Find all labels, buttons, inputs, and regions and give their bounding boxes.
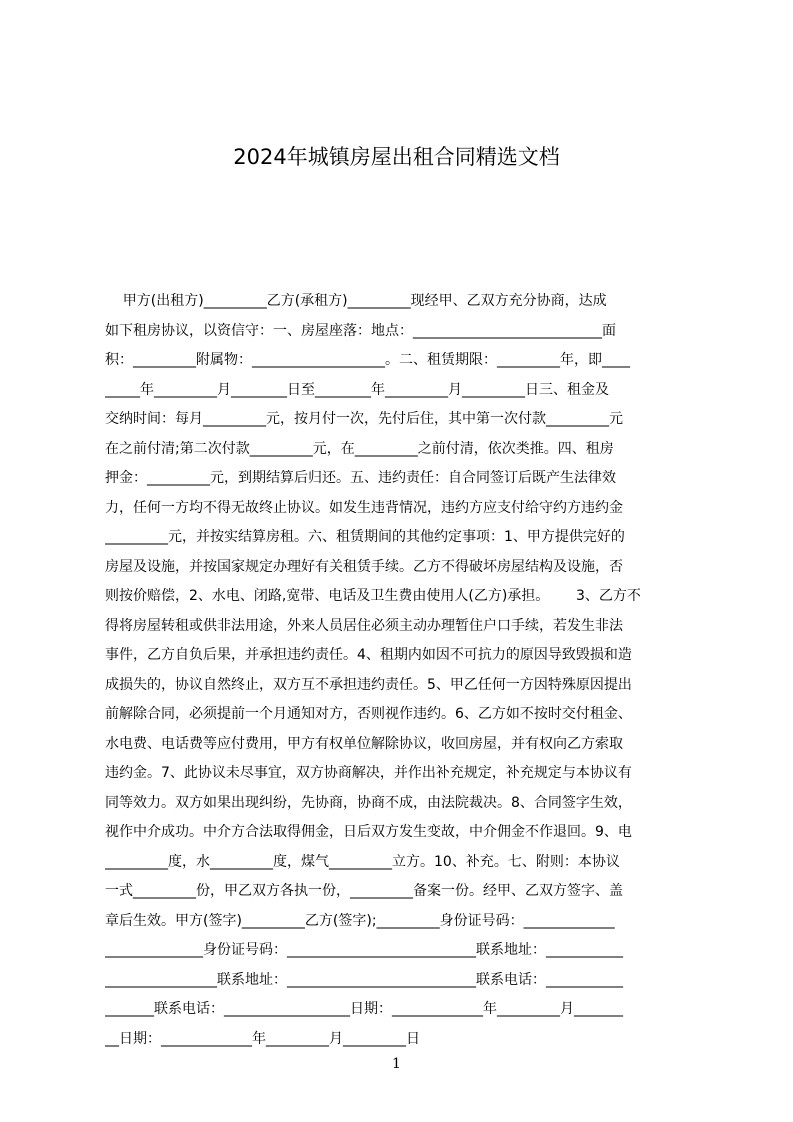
body-line: _________度，水_________度，煤气_________立方。10、补充。七、附则：本协议: [105, 853, 620, 870]
body-line: 在之前付清;第二次付款_________元，在_________之前付清，依次类推。四、租房: [105, 440, 614, 457]
body-line: 事件，乙方自负后果，并承担违约责任。4、租期内如因不可抗力的原因导致毁损和造: [105, 647, 632, 663]
body-line: 前解除合同，必须提前一个月通知对方，否则视作违约。6、乙方如不按时交付租金、: [105, 706, 632, 722]
body-line: 视作中介成功。中介方合法取得佣金，日后双方发生变故，中介佣金不作退回。9、电: [105, 824, 632, 840]
body-line: _________元，并按实结算房租。六、租赁期间的其他约定事项：1、甲方提供完好的: [105, 529, 625, 545]
body-line: 章后生效。甲方(签字)_________乙方(签字);_________身份证号码：_____________: [105, 912, 615, 929]
body-line: _____年_________月________日至________年_________月_________日三、租金及: [105, 381, 609, 398]
body-line: 违约金。7、此协议未尽事宜，双方协商解决，并作出补充规定，补充规定与本协议有: [105, 765, 632, 781]
body-line: 力，任何一方均不得无故终止协议。如发生违背情况，违约方应支付给守约方违约金: [105, 499, 623, 516]
body-line: 甲方(出租方)_________乙方(承租方)_________现经甲、乙双方充分协商，达成: [105, 293, 607, 309]
body-line: 水电费、电话费等应付费用，甲方有权单位解除协议，收回房屋，并有权向乙方索取: [105, 735, 623, 752]
body-line: 交纳时间：每月_________元，按月付一次，先付后住，其中第一次付款_________元: [105, 411, 623, 427]
body-line: 一式_________份，甲乙双方各执一份，_________备案一份。经甲、乙双方签字、盖: [105, 883, 623, 899]
body-line: 积：_________附属物：___________________。二、租赁期限：_________年，即____: [105, 352, 630, 368]
body-line: ________________联系地址：___________________________联系电话：___________: [105, 971, 623, 988]
body-line: 成损失的，协议自然终止，双方互不承担违约责任。5、甲乙任何一方因特殊原因提出: [105, 676, 632, 693]
body-line: 则按价赔偿，2、水电、闭路,宽带、电话及卫生费由使用人(乙方)承担。 3、乙方不: [105, 588, 641, 604]
page-number: 1: [392, 1056, 401, 1072]
body-line: 如下租房协议，以资信守：一、房屋座落：地点：___________________________面: [105, 322, 616, 339]
contract-body: [105, 287, 696, 1054]
body-line: 押金：_________元，到期结算后归还。五、违约责任：自合同签订后既产生法律效: [105, 470, 616, 486]
body-line: __日期：_____________年_________月_________日: [105, 1030, 420, 1047]
page-title: 2024年城镇房屋出租合同精选文档: [233, 145, 560, 169]
body-line: _______联系电话：__________________日期：_____________年_________月_______: [105, 1001, 623, 1017]
body-line: 得将房屋转租或供非法用途，外来人员居住必须主动办理暂住户口手续，若发生非法: [105, 617, 623, 634]
body-line: ______________身份证号码：___________________________联系地址：___________: [105, 942, 623, 958]
body-line: 房屋及设施，并按国家规定办理好有关租赁手续。乙方不得破坏房屋结构及设施，否: [105, 558, 623, 575]
body-line: 同等效力。双方如果出现纠纷，先协商，协商不成，由法院裁决。8、合同签字生效，: [105, 794, 632, 811]
